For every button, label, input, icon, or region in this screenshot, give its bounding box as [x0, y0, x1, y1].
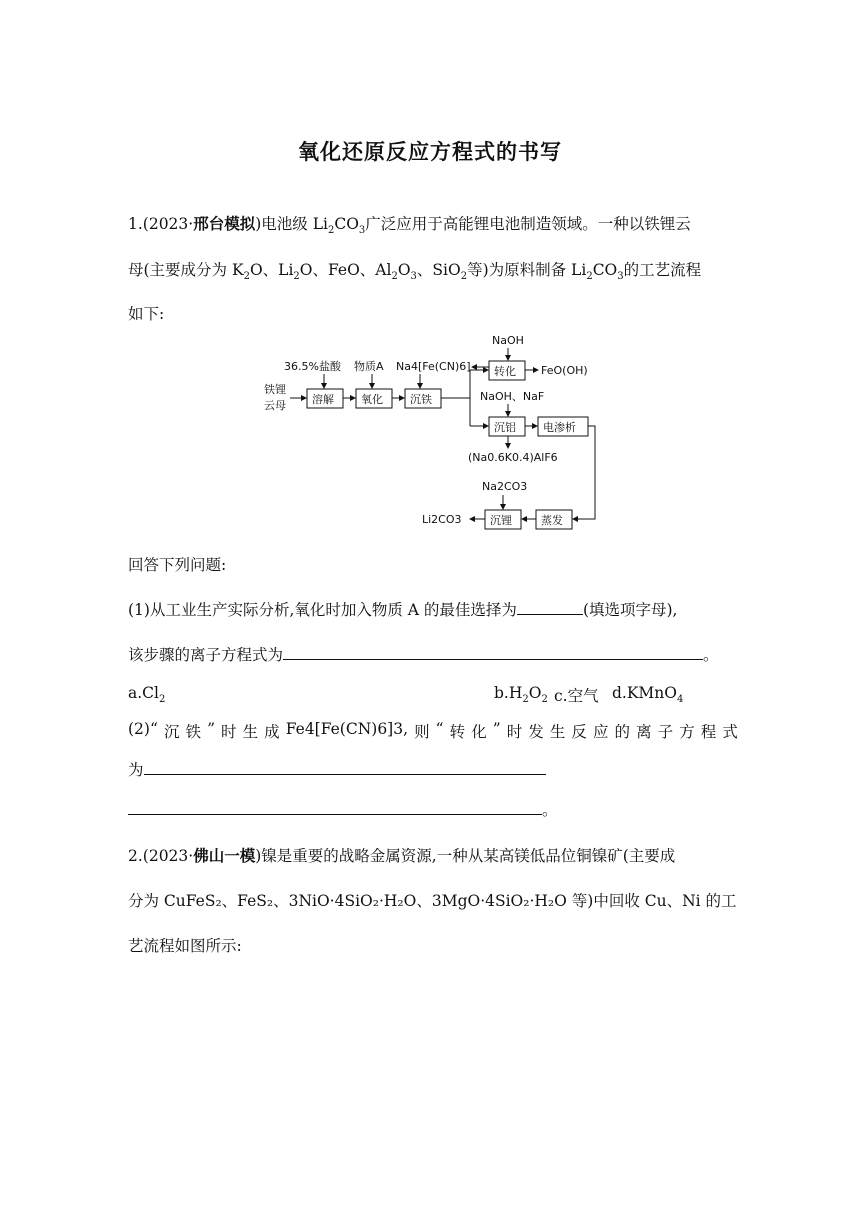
box-iron-label: 沉铁 [410, 393, 432, 406]
option-d: d.KMnO$_4$ [612, 684, 684, 706]
box-evaporate-label: 蒸发 [541, 514, 563, 527]
raw-material-label-1: 铁锂 [264, 383, 286, 396]
box-electrodialysis-label: 电渗析 [543, 421, 576, 434]
product-feooh: FeO(OH) [541, 364, 588, 377]
product-li2co3: Li2CO3 [422, 513, 462, 526]
reagent-naoh: NaOH [492, 334, 524, 347]
q1-line-1: 1.(2023·邢台模拟)电池级 $Li_2CO_3$广泛应用于高能锂电池制造领域。一种以铁锂云 [128, 215, 691, 237]
q1-part2-line2: 为 [128, 758, 738, 780]
q2-line-3: 艺流程如图所示: [128, 937, 242, 955]
q2-source: 佛山一模 [193, 847, 256, 865]
q1-line-2: 母(主要成分为 $K_2O$、$Li_2O$、FeO、$Al_2O_3$、SiO$_2$等)为原料制备 $Li_2CO_3$的工艺流程 [128, 261, 702, 283]
product-alf6: (Na0.6K0.4)AlF6 [468, 451, 558, 464]
q1-options [128, 684, 738, 705]
q1-part2-line3: 。 [128, 798, 738, 820]
q1-source: 邢台模拟 [193, 215, 256, 233]
raw-material-label-2: 云母 [264, 399, 286, 412]
answer-blank-2[interactable] [283, 645, 703, 660]
answer-blank-4[interactable] [128, 800, 542, 815]
box-lithium-label: 沉锂 [490, 514, 512, 527]
q1-part1-line2: 该步骤的离子方程式为 。 [128, 646, 719, 664]
option-c: c.空气 [554, 687, 599, 705]
q2-line-2: 分为 CuFeS₂、FeS₂、3NiO·4SiO₂·H₂O、3MgO·4SiO₂·H₂O 等)中回收 Cu、Ni 的工 [128, 892, 737, 910]
reagent-a: 物质A [354, 360, 384, 373]
process-flow-diagram [258, 330, 608, 535]
box-aluminum-label: 沉铝 [494, 421, 516, 434]
q2-line-1: 2.(2023·佛山一模)镍是重要的战略金属资源,一种从某高镁低品位铜镍矿(主要成 [128, 847, 676, 865]
reagent-naoh-naf: NaOH、NaF [480, 390, 545, 403]
q1-part2-line1: (2)“ 沉 铁 ” 时 生 成 Fe4[Fe(CN)6]3, 则 “ 转 化 ” 时 发 生 反 应 的 离 子 方 程 式 [128, 720, 738, 741]
answer-intro: 回答下列问题: [128, 556, 227, 574]
option-a: $a.Cl_2$ [128, 684, 166, 706]
answer-blank-3[interactable] [144, 760, 546, 775]
box-convert-label: 转化 [494, 365, 516, 378]
q1-part1-line1: (1)从工业生产实际分析,氧化时加入物质 A 的最佳选择为 (填选项字母), [128, 601, 678, 619]
q1-line-3: 如下: [128, 305, 165, 323]
box-dissolve-label: 溶解 [312, 393, 334, 406]
reagent-na2co3: Na2CO3 [482, 480, 528, 493]
box-oxidize-label: 氧化 [361, 393, 383, 406]
reagent-hcl: 36.5%盐酸 [284, 360, 341, 373]
answer-blank-1[interactable] [517, 600, 583, 615]
option-b: $b.H_2O_2$ [494, 684, 548, 706]
reagent-na4fecn6: Na4[Fe(CN)6] [396, 360, 471, 373]
page-title: 氧化还原反应方程式的书写 [298, 140, 562, 164]
